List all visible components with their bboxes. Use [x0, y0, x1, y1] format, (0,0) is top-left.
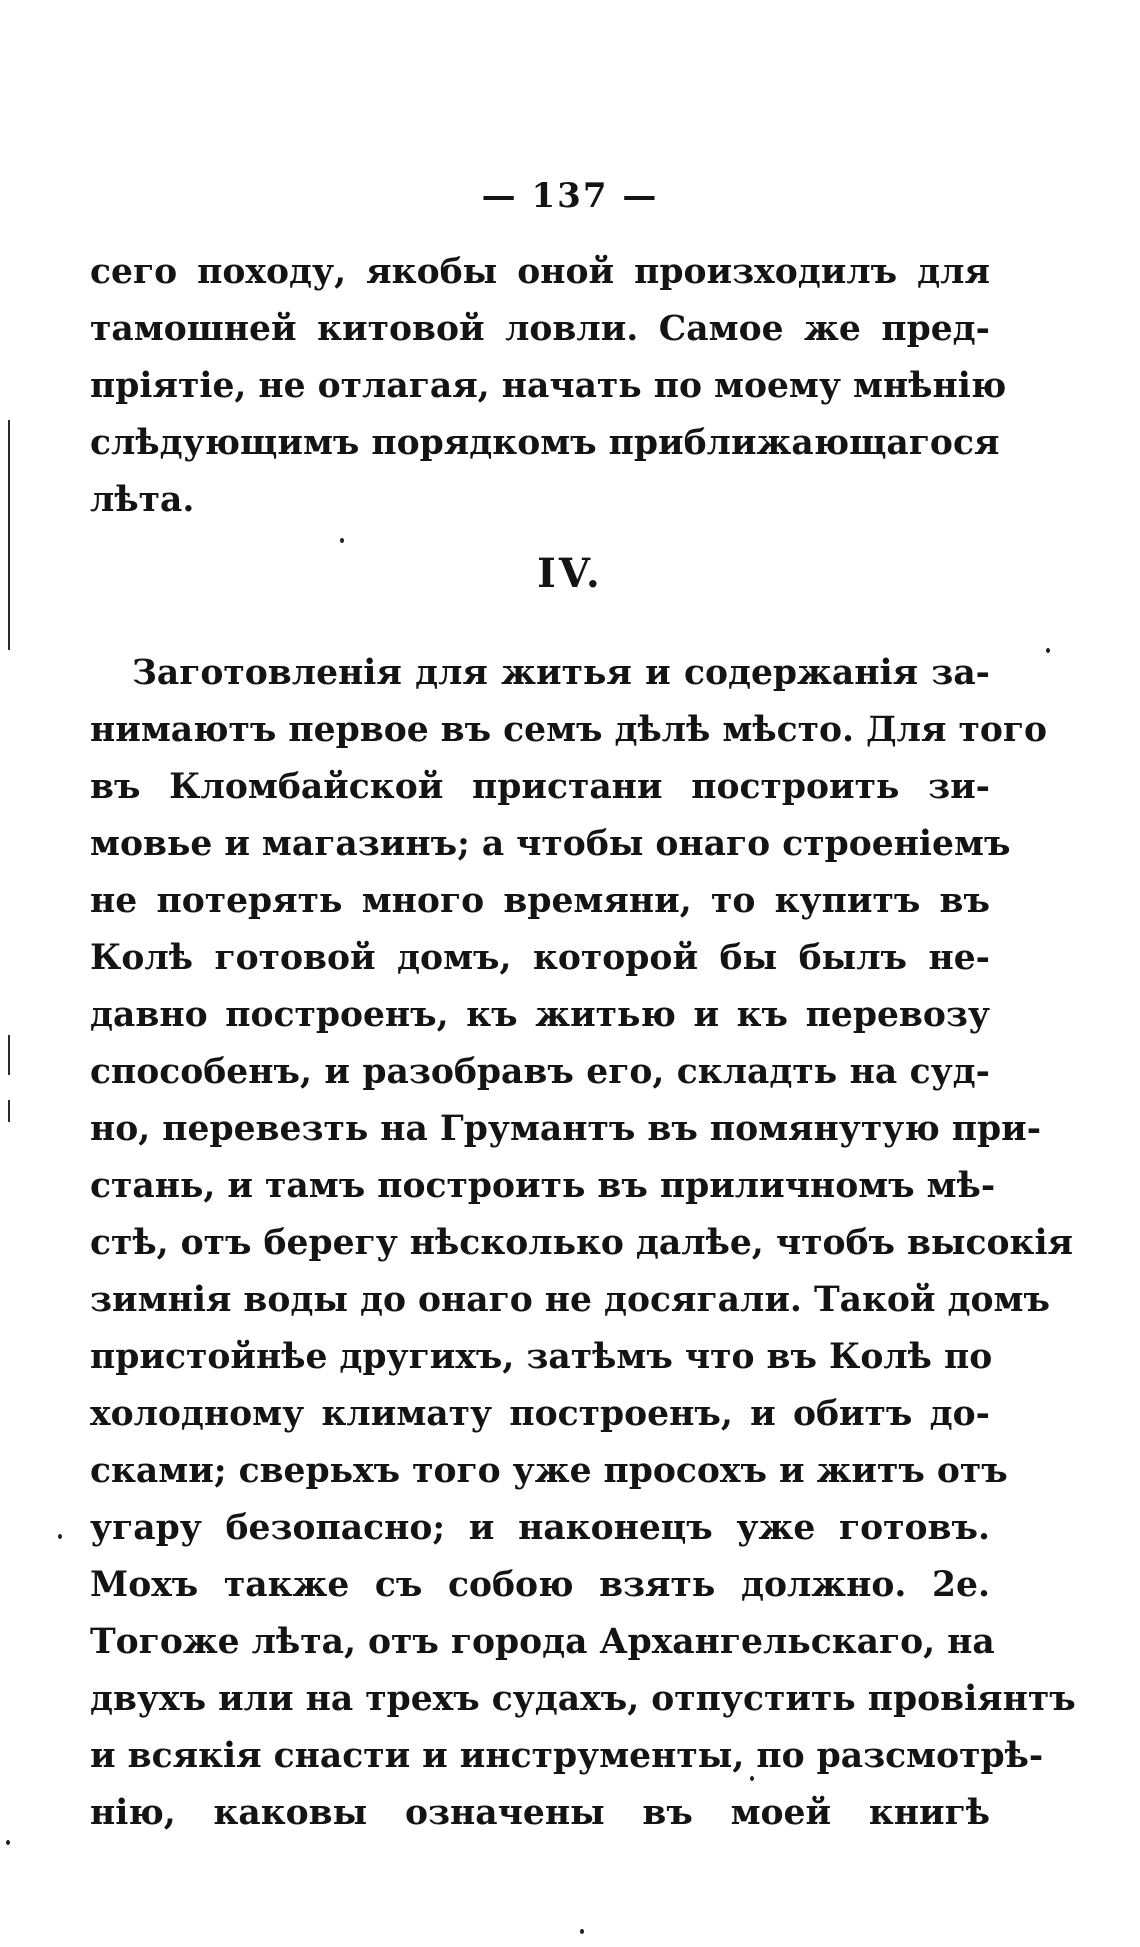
text-line: въ Кломбайской пристани построить зи-: [90, 767, 990, 807]
paragraph-continuation: [90, 244, 1007, 529]
text-line: способенъ, и разобравъ его, складть на суд-: [90, 1052, 990, 1092]
text-line: сками; сверьхъ того уже просохъ и житъ отъ: [90, 1451, 1008, 1491]
text-line: Тогоже лѣта, отъ города Архангельскаго, на: [90, 1622, 995, 1662]
text-line: стань, и тамъ построить въ приличномъ мѣ-: [90, 1166, 996, 1206]
scan-speck: [1046, 648, 1050, 653]
text-line: тамошней китовой ловли. Самое же пред-: [90, 309, 990, 349]
text-line: не потерять много времяни, то купитъ въ: [90, 881, 990, 921]
scan-speck: [340, 538, 344, 543]
scan-speck: [750, 1776, 754, 1781]
text-line: стѣ, отъ берегу нѣсколько далѣе, чтобъ высокія: [90, 1223, 1074, 1263]
page-number: — 137 —: [481, 176, 659, 216]
text-line: сего походу, якобы оной произходилъ для: [90, 252, 990, 292]
text-line: Заготовленія для житья и содержанія за-: [132, 653, 990, 693]
scan-margin-rule: [8, 420, 10, 650]
scan-margin-rule: [8, 1035, 10, 1075]
text-line: слѣдующимъ порядкомъ приближающагося: [90, 423, 1000, 463]
text-line: пріятіе, не отлагая, начать по моему мнѣнію: [90, 366, 1007, 406]
text-line: пристойнѣе другихъ, затѣмъ что въ Колѣ по: [90, 1337, 993, 1377]
text-line: но, перевезть на Грумантъ въ помянутую при-: [90, 1109, 1042, 1149]
text-line: мовье и магазинъ; а чтобы онаго строеніемъ: [90, 824, 1011, 864]
scan-speck: [58, 1534, 62, 1539]
text-line: нимаютъ первое въ семъ дѣлѣ мѣсто. Для того: [90, 710, 1048, 750]
paragraph-section-iv: [90, 645, 1076, 1842]
text-line: нію, каковы означены въ моей книгѣ: [90, 1793, 990, 1833]
text-line: Колѣ готовой домъ, которой бы былъ не-: [90, 938, 990, 978]
text-line: угару безопасно; и наконецъ уже готовъ.: [90, 1508, 990, 1548]
scan-speck: [580, 1929, 584, 1934]
text-line: лѣта.: [90, 480, 195, 520]
text-line: холодному климату построенъ, и обитъ до-: [90, 1394, 990, 1434]
text-line: зимнія воды до онаго не досягали. Такой домъ: [90, 1280, 1050, 1320]
text-line: Мохъ также съ собою взять должно. 2е.: [90, 1565, 990, 1605]
scan-speck: [6, 1840, 10, 1845]
text-line: двухъ или на трехъ судахъ, отпустить провіянтъ: [90, 1679, 1076, 1719]
scan-margin-rule: [8, 1100, 10, 1122]
text-line: давно построенъ, къ житью и къ перевозу: [90, 995, 990, 1035]
text-line: и всякія снасти и инструменты, по разсмотрѣ-: [90, 1736, 1044, 1776]
section-heading: IV.: [537, 550, 603, 597]
